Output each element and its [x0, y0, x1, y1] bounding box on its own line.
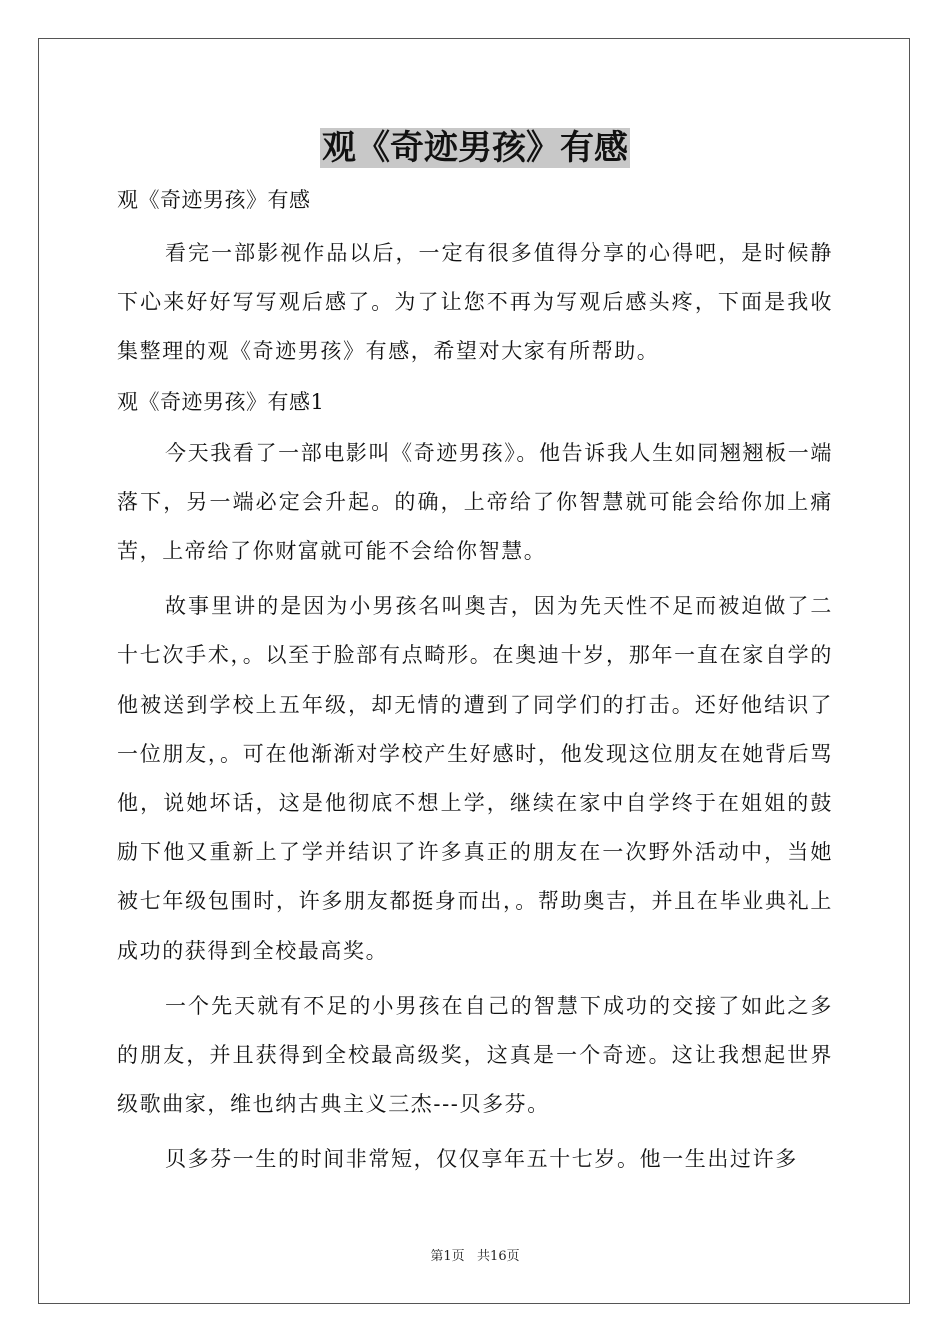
section-heading: 观《奇迹男孩》有感1 [117, 389, 325, 414]
document-title [0, 126, 950, 170]
document-subtitle: 观《奇迹男孩》有感 [117, 188, 311, 212]
document-body [117, 178, 833, 1185]
body-paragraph-3: 一个先天就有不足的小男孩在自己的智慧下成功的交接了如此之多的朋友，并且获得到全校最高级奖，这真是一个奇迹。这让我想起世界级歌曲家，维也纳古典主义三杰---贝多芬。 [117, 993, 833, 1117]
body-paragraph-1: 今天我看了一部电影叫《奇迹男孩》。他告诉我人生如同翘翘板一端落下，另一端必定会升起。的确，上帝给了你智慧就可能会给你加上痛苦，上帝给了你财富就可能不会给你智慧。 [117, 440, 833, 564]
page-number: 第1页 共16页 [430, 1249, 520, 1264]
body-paragraph-2: 故事里讲的是因为小男孩名叫奥吉，因为先天性不足而被迫做了二十七次手术，。以至于脸部有点畸形。在奥迪十岁，那年一直在家自学的他被送到学校上五年级，却无情的遭到了同学们的打击。还好他结识了一位朋友，。可在他渐渐对学校产生好感时，他发现这位朋友在她背后骂他，说她坏话，这是他彻底不想上学，继续在家中自学终于在姐姐的鼓励下他又重新上了学并结识了许多真正的朋友在一次野外活动中，当她被七年级包围时，许多朋友都挺身而出，。帮助奥吉，并且在毕业典礼上成功的获得到全校最高奖。 [117, 594, 833, 963]
document-title-text: 观《奇迹男孩》有感 [322, 128, 628, 168]
intro-paragraph: 看完一部影视作品以后，一定有很多值得分享的心得吧，是时候静下心来好好写写观后感了。为了让您不再为写观后感头疼，下面是我收集整理的观《奇迹男孩》有感，希望对大家有所帮助。 [117, 241, 833, 364]
page-footer [0, 1248, 950, 1266]
body-paragraph-4: 贝多芬一生的时间非常短，仅仅享年五十七岁。他一生出过许多 [165, 1147, 798, 1172]
